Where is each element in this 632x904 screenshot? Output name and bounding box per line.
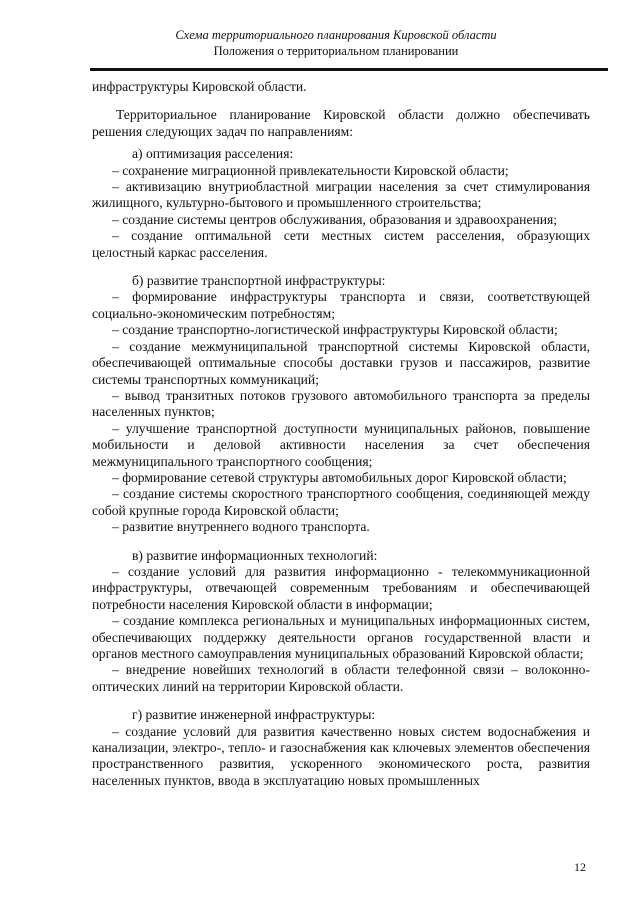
list-item: – активизацию внутриобластной миграции населения за счет стимулирования жилищного, культурно-бытового и промышленного строительства; (92, 179, 590, 211)
list-item: – создание условий для развития информационно - телекоммуникационной инфраструктуры, отвечающей современным требованиям и обеспечивающей потребности населения Кировской области в информации; (92, 563, 590, 612)
list-item: – создание условий для развития качественно новых систем водоснабжения и канализации, электро-, тепло- и газоснабжения как ключевых элементов обеспечения пространственного развития, ускоренного экономического роста, развития населенных пунктов, ввода в эксплуатацию новых промышленных (92, 723, 590, 788)
header-title: Схема территориального планирования Кировской области (175, 28, 497, 42)
page-header (0, 28, 632, 59)
header-subtitle: Положения о территориальном планировании (213, 44, 459, 58)
list-item: – улучшение транспортной доступности муниципальных районов, повышение мобильности и деловой активности населения за счет обеспечения межмуниципального транспортного сообщения; (92, 420, 590, 469)
list-item: – сохранение миграционной привлекательности Кировской области; (112, 162, 509, 178)
list-item: – формирование сетевой структуры автомобильных дорог Кировской области; (112, 469, 567, 485)
list-item: – создание системы скоростного транспортного сообщения, соединяющей между собой крупные города Кировской области; (92, 486, 590, 518)
paragraph-intro: Территориальное планирование Кировской области должно обеспечивать решения следующих задач по направлениям: (92, 107, 590, 139)
page-number: 12 (574, 860, 586, 874)
section-b-title: б) развитие транспортной инфраструктуры: (132, 273, 386, 289)
section-c-title: в) развитие информационных технологий: (132, 547, 378, 563)
list-item: – вывод транзитных потоков грузового автомобильного транспорта за пределы населенных пунктов; (92, 387, 590, 420)
paragraph-continuation: инфраструктуры Кировской области. (92, 79, 307, 94)
list-item: – создание межмуниципальной транспортной системы Кировской области, обеспечивающей оптимальные способы доставки грузов и пассажиров, развитие системы транспортных коммуникаций; (92, 338, 590, 387)
list-item: – создание системы центров обслуживания, образования и здравоохранения; (112, 211, 558, 227)
list-item: – внедрение новейших технологий в области телефонной связи – волоконно-оптических линий на территории Кировской области. (92, 662, 590, 694)
list-item: – формирование инфраструктуры транспорта и связи, соответствующей социально-экономическим потребностям; (92, 289, 590, 321)
document-body (92, 79, 590, 789)
list-item: – развитие внутреннего водного транспорта. (112, 519, 370, 535)
list-item: – создание комплекса региональных и муниципальных информационных систем, обеспечивающих поддержку деятельности органов государственной власти и органов местного самоуправления муниципальных образований Кировской области; (92, 613, 590, 661)
header-rule (90, 68, 608, 71)
section-d-title: г) развитие инженерной инфраструктуры: (132, 707, 376, 723)
list-item: – создание транспортно-логистической инфраструктуры Кировской области; (112, 322, 558, 338)
section-a-title: а) оптимизация расселения: (132, 146, 294, 162)
list-item: – создание оптимальной сети местных систем расселения, образующих целостный каркас расселения. (92, 228, 590, 260)
